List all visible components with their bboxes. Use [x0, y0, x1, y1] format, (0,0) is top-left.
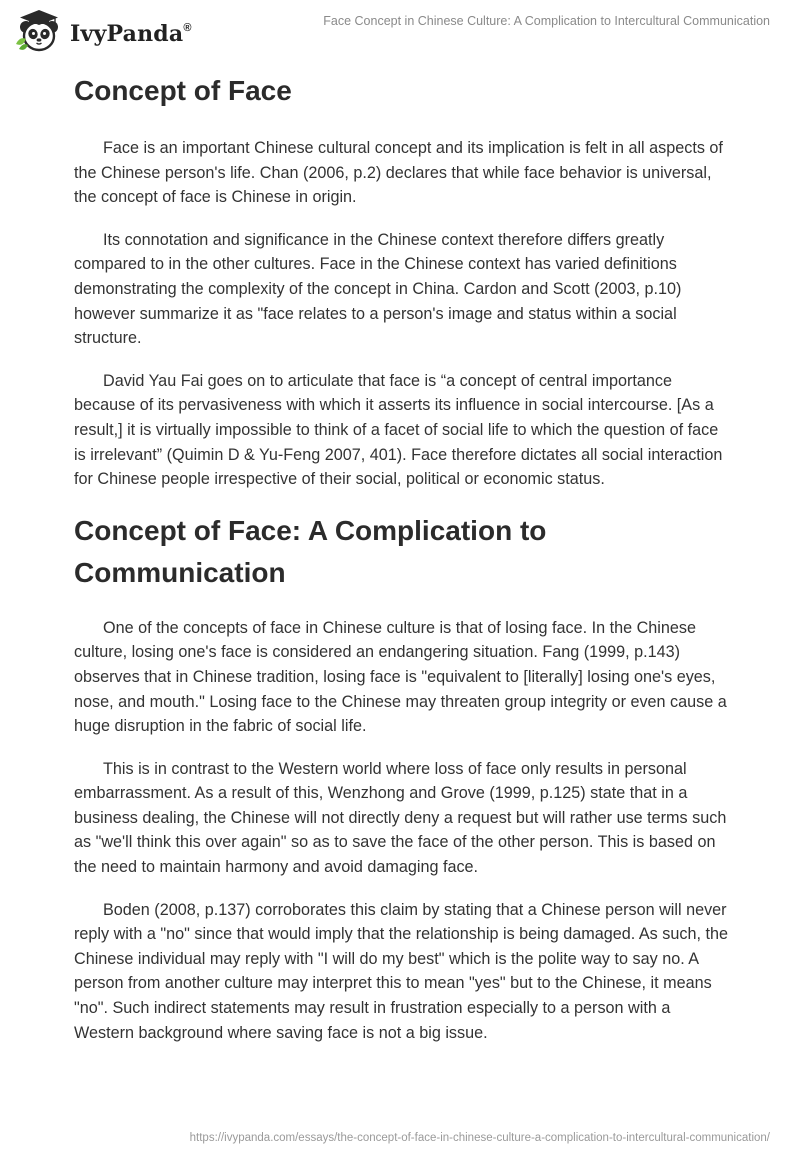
section-heading-complication-to-communication: Concept of Face: A Complication to Communication [74, 514, 547, 588]
paragraph: This is in contrast to the Western world where loss of face only results in personal embarrassment. As a result of this, Wenzhong and Grove (1999, p.125) state that in a business dealing, the Chinese will not directly deny a request but will rather use terms such as "we'll think this over again" so as to save the face of the other person. This is based on the need to maintain harmony and avoid damaging face. [74, 759, 727, 877]
panda-graduate-icon [14, 8, 64, 56]
source-url[interactable]: https://ivypanda.com/essays/the-concept-of-face-in-chinese-culture-a-complication-to-intercultural-communication/ [189, 1132, 770, 1144]
paragraph: One of the concepts of face in Chinese culture is that of losing face. In the Chinese culture, losing one's face is considered an endangering situation. Fang (1999, p.143) observes that in Chinese tradition, losing face is "equivalent to [literally] losing one's eyes, nose, and mouth." Losing face to the Chinese may threaten group integrity or even cause a huge disruption in the fabric of social life. [74, 618, 727, 736]
paragraph: Face is an important Chinese cultural concept and its implication is felt in all aspects of the Chinese person's life. Chan (2006, p.2) declares that while face behavior is universal, the concept of face is Chinese in origin. [74, 139, 723, 207]
brand-logo[interactable] [14, 8, 192, 56]
paragraph: Its connotation and significance in the Chinese context therefore differs greatly compared to in the other cultures. Face in the Chinese context has varied definitions demonstrating the complexity of the concept in China. Cardon and Scott (2003, p.10) however summarize it as "face relates to a person's image and status within a social structure. [74, 230, 682, 348]
page-header [0, 0, 800, 62]
document-title: Face Concept in Chinese Culture: A Complication to Intercultural Communication [323, 14, 770, 28]
brand-name [70, 21, 192, 47]
paragraph: David Yau Fai goes on to articulate that face is “a concept of central importance because of its pervasiveness with which it asserts its influence in social intercourse. [As a result,] it is virtually impossible to think of a facet of social life to which the question of face is irrelevant” (Quimin D & Yu-Feng 2007, 401). Face therefore dictates all social interaction for Chinese people irrespective of their social, political or economic status. [74, 371, 723, 489]
registered-mark: ® [183, 21, 192, 34]
essay-body [74, 70, 734, 1063]
paragraph: Boden (2008, p.137) corroborates this claim by stating that a Chinese person will never reply with a "no" since that would imply that the relationship is being damaged. As such, the Chinese individual may reply with "I will do my best" which is the polite way to say no. A person from another culture may interpret this to mean "yes" but to the Chinese, it means "no". Such indirect statements may result in frustration especially to a person with a Western background where saving face is not a big issue. [74, 900, 728, 1042]
brand-name-text: IvyPanda [70, 21, 184, 47]
section-heading-concept-of-face: Concept of Face [74, 75, 292, 106]
